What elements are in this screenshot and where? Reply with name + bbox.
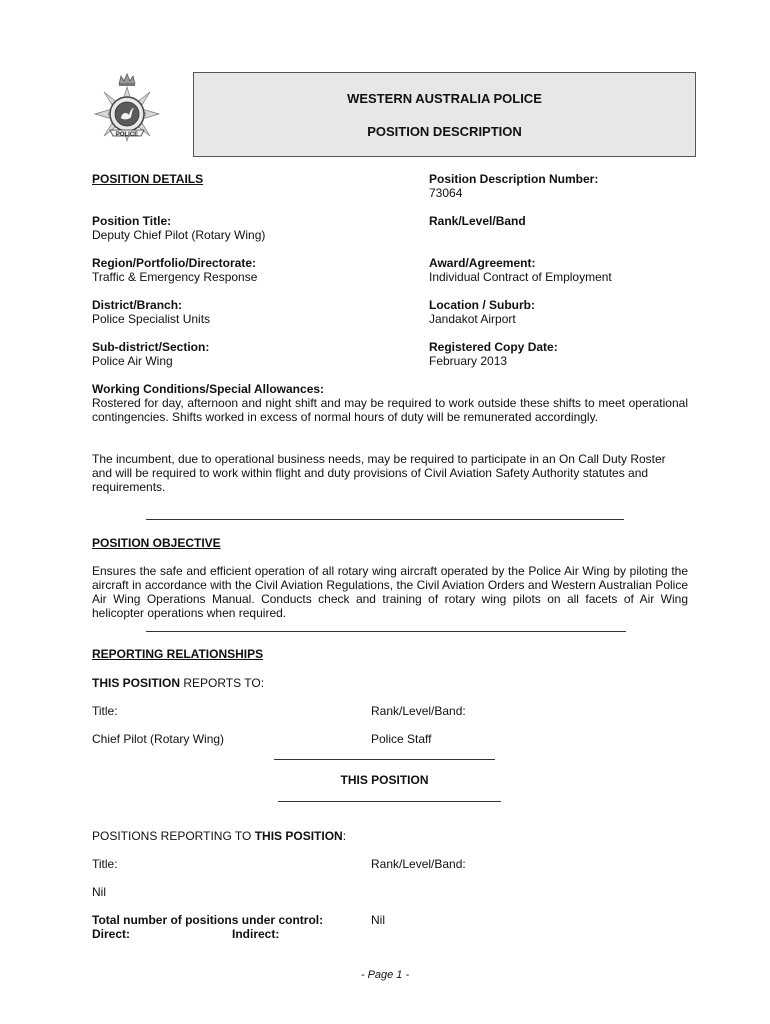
reporting-relationships-heading: REPORTING RELATIONSHIPS [92, 647, 264, 661]
title-column-label: Title: [92, 704, 118, 718]
title-column-label-2: Title: [92, 857, 118, 871]
position-objective-text: Ensures the safe and efficient operation of all rotary wing aircraft operated by the Police Air Wing by piloting the aircraft in accordance with the Civil Aviation Regulations, the Civil Aviation Orders and Western Australian Police Air Wing Operations Manual. Conducts check and training of rotary wing pilots on all facets of Air Wing helicopter operations when required. [92, 564, 688, 620]
region-value: Traffic & Emergency Response [92, 270, 258, 284]
subordinates-value: Nil [92, 885, 106, 899]
rank-column-label: Rank/Level/Band: [371, 704, 466, 718]
position-title-value: Deputy Chief Pilot (Rotary Wing) [92, 228, 266, 242]
superior-title: Chief Pilot (Rotary Wing) [92, 732, 225, 746]
police-crest-logo [92, 70, 162, 150]
district-value: Police Specialist Units [92, 312, 211, 326]
award-value: Individual Contract of Employment [429, 270, 612, 284]
position-details-heading: POSITION DETAILS [92, 172, 204, 186]
rank-column-label-2: Rank/Level/Band: [371, 857, 466, 871]
copy-date-label: Registered Copy Date: [429, 340, 558, 354]
reporting-to-post: : [342, 829, 347, 843]
award-label: Award/Agreement: [429, 256, 536, 270]
working-conditions-text: Rostered for day, afternoon and night shift and may be required to work outside these shifts to meet operational contingencies. Shifts worked in excess of normal hours of duty will be remunerated accordingly. [92, 396, 688, 424]
divider-above-this-position [274, 759, 495, 760]
region-label: Region/Portfolio/Directorate: [92, 256, 257, 270]
reporting-to-pre: POSITIONS REPORTING TO [92, 829, 255, 843]
reports-to-heading [92, 676, 264, 690]
pd-number-value: 73064 [429, 186, 463, 200]
this-position-label: THIS POSITION [340, 773, 429, 787]
reports-to-bold: THIS POSITION [92, 676, 181, 690]
location-label: Location / Suburb: [429, 298, 535, 312]
subdistrict-label: Sub-district/Section: [92, 340, 210, 354]
reporting-to-bold: THIS POSITION [254, 829, 343, 843]
organisation-name: WESTERN AUSTRALIA POLICE [347, 91, 542, 106]
subdistrict-value: Police Air Wing [92, 354, 173, 368]
working-conditions-label: Working Conditions/Special Allowances: [92, 382, 325, 396]
location-value: Jandakot Airport [429, 312, 516, 326]
position-objective-heading: POSITION OBJECTIVE [92, 536, 221, 550]
copy-date-value: February 2013 [429, 354, 508, 368]
section-divider [146, 631, 626, 632]
direct-label: Direct: [92, 927, 131, 941]
document-header-box [193, 72, 696, 157]
total-positions-value: Nil [371, 913, 385, 927]
reporting-to-heading [92, 829, 346, 843]
logo-text: POLICE [115, 132, 139, 138]
rank-level-band-label: Rank/Level/Band [429, 214, 526, 228]
pd-number-label: Position Description Number: [429, 172, 599, 186]
indirect-label: Indirect: [232, 927, 280, 941]
document-title: POSITION DESCRIPTION [367, 124, 522, 139]
district-label: District/Branch: [92, 298, 183, 312]
on-call-text: The incumbent, due to operational business needs, may be required to participate in an On Call Duty Roster and will be required to work within flight and duty provisions of Civil Aviation Safety Authority statutes and requirements. [92, 452, 666, 494]
reports-to-rest: REPORTS TO: [180, 676, 265, 690]
total-positions-label: Total number of positions under control: [92, 913, 324, 927]
superior-rank: Police Staff [371, 732, 432, 746]
section-divider [146, 519, 624, 520]
position-title-label: Position Title: [92, 214, 172, 228]
page-number: - Page 1 - [360, 969, 410, 981]
divider-below-this-position [278, 801, 501, 802]
